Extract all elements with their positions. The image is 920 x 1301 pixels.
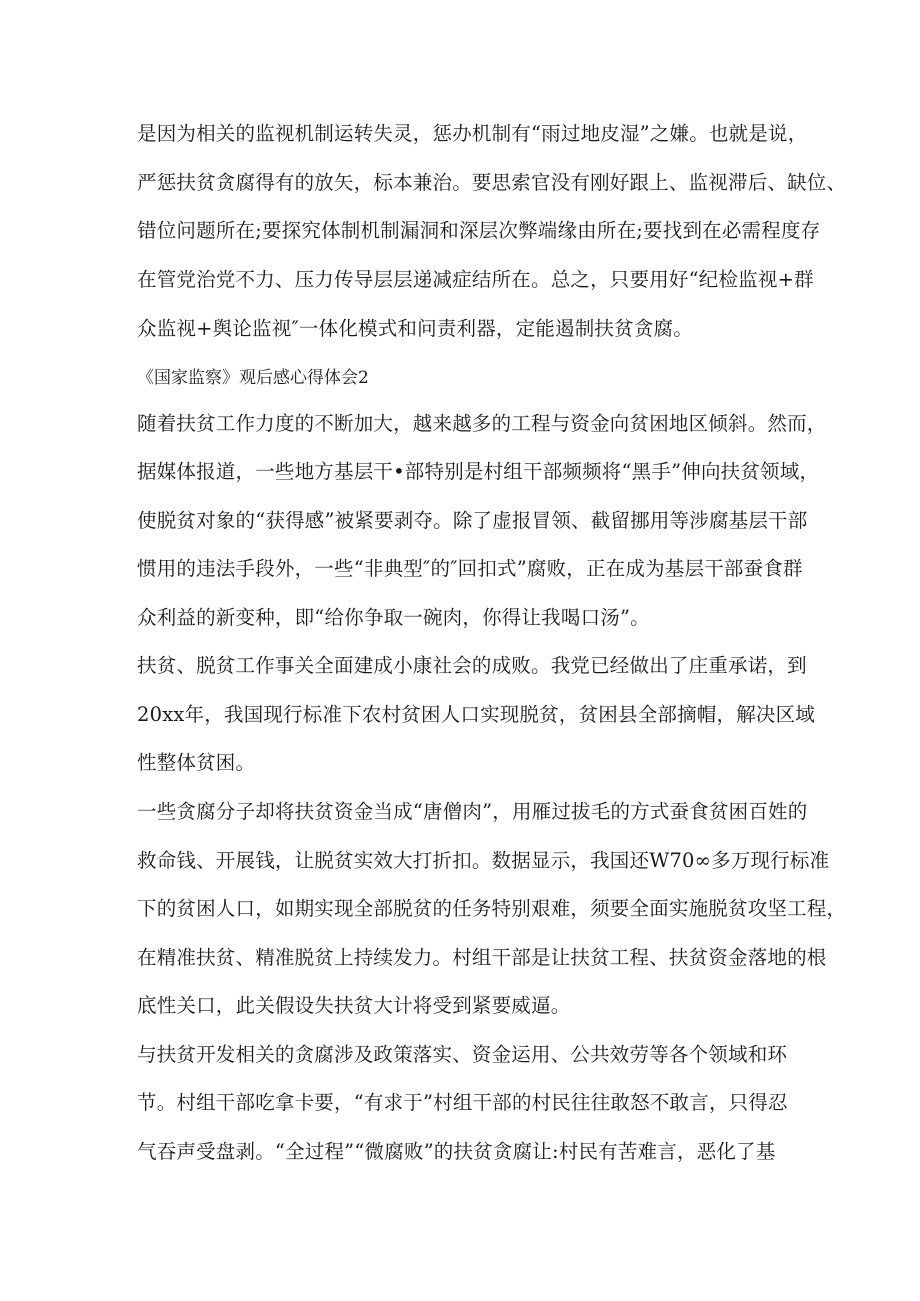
text-line: 众监视+舆论监视″一体化模式和问责利器，定能遏制扶贫贪腐。 bbox=[137, 317, 693, 340]
text-line: 惯用的违法手段外，一些“非典型″的″回扣式”腐败，正在成为基层干部蚕食群 bbox=[137, 557, 803, 580]
text-line: 严惩扶贫贪腐得有的放矢，标本兼治。要思索官没有刚好跟上、监视滞后、缺位、 bbox=[137, 171, 847, 194]
text-line: 下的贫困人口，如期实现全部脱贫的任务特别艰难，须要全面实施脱贫攻坚工程， bbox=[137, 897, 847, 920]
text-line: 在精准扶贫、精准脱贫上持续发力。村组干部是让扶贫工程、扶贫资金落地的根 bbox=[137, 946, 827, 969]
text-line: 错位问题所在;要探究体制机制漏洞和深层次弊端缘由所在;要找到在必需程度存 bbox=[137, 219, 821, 242]
text-line: 一些贪腐分子却将扶贫资金当成“唐僧肉”，用雁过拔毛的方式蚕食贫困百姓的 bbox=[137, 800, 808, 823]
text-line: 救命钱、开展钱，让脱贫实效大打折扣。数据显示，我国还W70∞多万现行标准 bbox=[137, 849, 830, 872]
text-line: 是因为相关的监视机制运转失灵，惩办机制有“雨过地皮湿”之嫌。也就是说， bbox=[137, 122, 808, 145]
text-line: 众利益的新变种，即“给你争取一碗肉，你得让我喝口汤”。 bbox=[137, 606, 650, 629]
text-line: 底性关口，此关假设失扶贫大计将受到紧要威逼。 bbox=[137, 994, 571, 1017]
text-line: 节。村组干部吃拿卡要，“有求于”村组干部的村民往往敢怒不敢言，只得忍 bbox=[137, 1091, 788, 1114]
section-heading: 《国家监察》观后感心得体会2 bbox=[137, 368, 369, 388]
text-line: 使脱贫对象的“获得感”被紧要剥夺。除了虚报冒领、截留挪用等涉腐基层干部 bbox=[137, 509, 808, 532]
text-line: 气吞声受盘剥。“全过程”“微腐败”的扶贫贪腐让:村民有苦难言，恶化了基 bbox=[137, 1140, 776, 1163]
text-line: 扶贫、脱贫工作事关全面建成小康社会的成败。我党已经做出了庄重承诺，到 bbox=[137, 654, 807, 677]
text-line: 随着扶贫工作力度的不断加大，越来越多的工程与资金向贫困地区倾斜。然而， bbox=[137, 412, 827, 435]
text-line: 据媒体报道，一些地方基层干•部特别是村组干部频频将“黑手”伸向扶贫领域， bbox=[137, 460, 820, 483]
text-line: 性整体贫困。 bbox=[137, 751, 256, 774]
text-line: 与扶贫开发相关的贪腐涉及政策落实、资金运用、公共效劳等各个领域和环 bbox=[137, 1043, 788, 1066]
text-line: 在管党治党不力、压力传导层层递减症结所在。总之，只要用好“纪检监视+群 bbox=[137, 268, 814, 291]
text-line: 20xx年，我国现行标准下农村贫困人口实现脱贫，贫困县全部摘帽，解决区域 bbox=[137, 703, 816, 726]
